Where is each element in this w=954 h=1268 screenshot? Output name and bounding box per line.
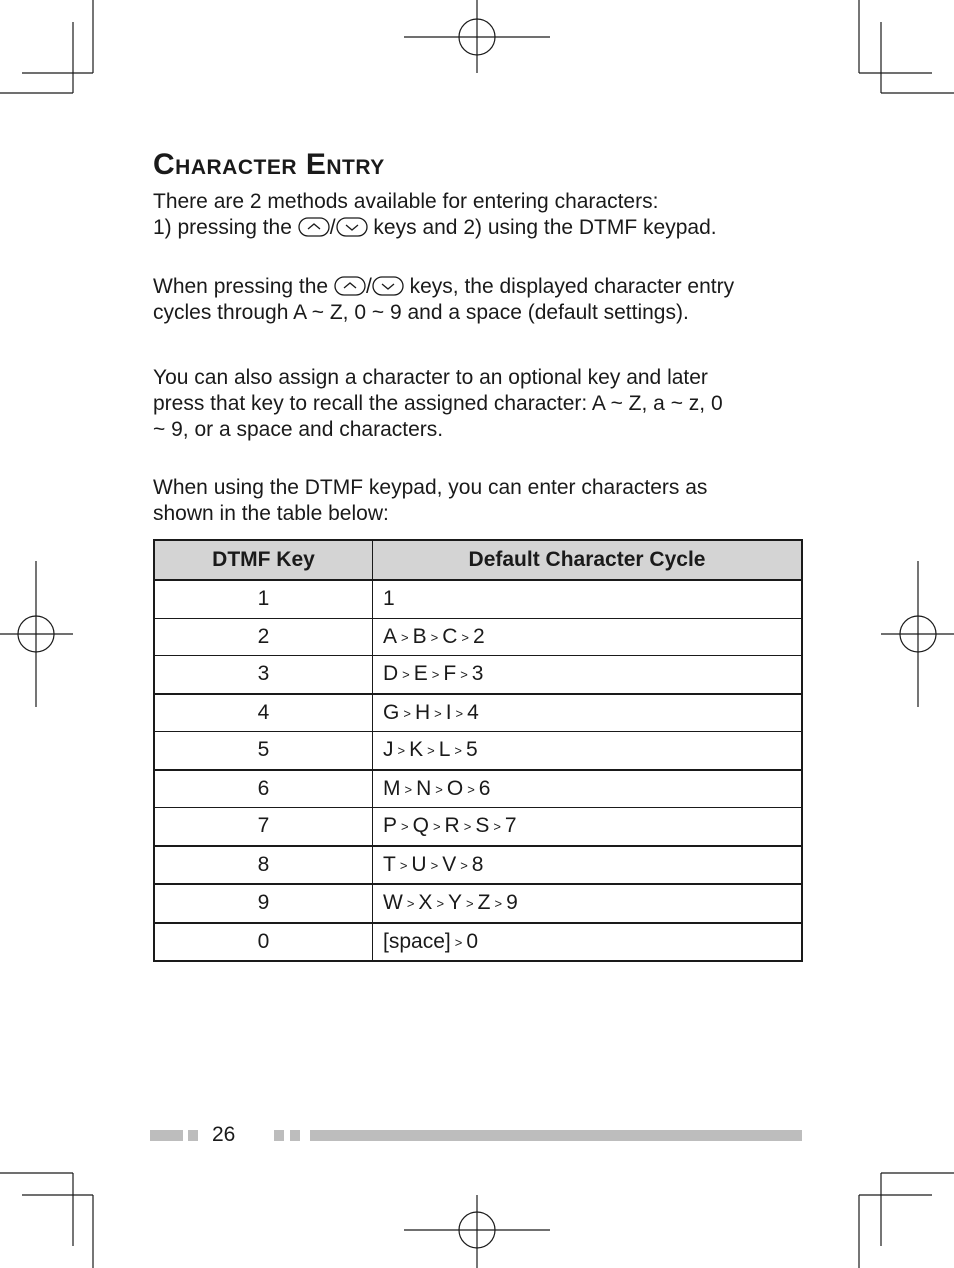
dtmf-key-cell: 2 xyxy=(154,618,373,656)
cycle-character: J xyxy=(383,738,394,762)
cycle-separator: > xyxy=(460,667,468,683)
cycle-separator: > xyxy=(399,857,408,873)
paragraph-assign-line-3: ~ 9, or a space and characters. xyxy=(153,418,444,441)
table-row xyxy=(154,770,802,808)
dtmf-key-cell: 3 xyxy=(154,656,373,694)
cycle-character: E xyxy=(413,662,428,686)
intro-text-a: 1) pressing the xyxy=(153,216,298,239)
cycle-separator: > xyxy=(430,857,439,873)
cycle-character: 0 xyxy=(466,929,478,953)
paragraph-assign-line-2: press that key to recall the assigned character: A ~ Z, a ~ z, 0 xyxy=(153,392,723,415)
up-key-icon xyxy=(298,217,330,237)
cycle-separator: > xyxy=(493,819,501,835)
cycle-separator: > xyxy=(434,705,442,721)
cycle-character: H xyxy=(414,700,431,724)
cycle-character: 5 xyxy=(465,738,478,762)
cycle-separator: > xyxy=(404,781,413,797)
character-cycle-cell xyxy=(373,846,803,885)
character-cycle-cell xyxy=(373,656,803,694)
dtmf-character-table xyxy=(153,539,803,962)
cycle-character: I xyxy=(445,700,452,724)
paragraph-intro-line-1: There are 2 methods available for entering characters: xyxy=(153,190,659,213)
cycle-separator: > xyxy=(406,896,415,912)
cycle-character: A xyxy=(383,624,398,648)
intro-text-b: keys and 2) using the DTMF keypad. xyxy=(367,216,717,239)
cycle-separator: > xyxy=(401,629,409,645)
cycle-character: 4 xyxy=(467,700,479,724)
cycle-character: S xyxy=(475,814,490,838)
header-default-character-cycle: Default Character Cycle xyxy=(373,540,803,580)
table-row xyxy=(154,694,802,732)
footer-bar-dot-2 xyxy=(290,1130,300,1141)
page-number: 26 xyxy=(212,1123,236,1146)
cycle-character: Y xyxy=(448,891,463,915)
cycle-character: T xyxy=(383,852,396,876)
cycle-separator: > xyxy=(494,896,503,912)
cycle-separator: > xyxy=(463,819,472,835)
footer-bar-left-short xyxy=(188,1130,198,1141)
cycle-separator: > xyxy=(397,743,406,759)
footer-bar-left-long xyxy=(150,1130,183,1141)
down-key-icon xyxy=(372,276,404,296)
cycle-character: W xyxy=(383,891,403,915)
dtmf-key-cell: 1 xyxy=(154,580,373,618)
cycle-character: L xyxy=(438,738,451,762)
character-cycle-cell xyxy=(373,808,803,846)
cycle-separator: > xyxy=(435,781,443,797)
dtmf-key-cell: 5 xyxy=(154,732,373,770)
keys-slash: / xyxy=(365,275,372,298)
dtmf-key-cell: 9 xyxy=(154,884,373,923)
character-cycle-cell xyxy=(373,923,803,962)
cycle-separator: > xyxy=(436,896,445,912)
cycle-character: 7 xyxy=(504,814,517,838)
cycle-character: C xyxy=(442,624,458,648)
table-row xyxy=(154,846,802,885)
cycle-character: 9 xyxy=(506,891,518,915)
dtmf-key-cell: 4 xyxy=(154,694,373,732)
cycle-character: V xyxy=(442,852,457,876)
down-key-icon xyxy=(336,217,368,237)
cycle-character: 6 xyxy=(478,776,491,800)
cycle-separator: > xyxy=(427,743,435,759)
section-title: Character Entry xyxy=(153,148,385,181)
table-body xyxy=(154,580,802,961)
table-row xyxy=(154,732,802,770)
cycle-character: X xyxy=(418,891,433,915)
cycle-separator: > xyxy=(460,857,468,873)
keys-text-a: When pressing the xyxy=(153,275,334,298)
intro-slash: / xyxy=(329,216,336,239)
cycle-character: 2 xyxy=(472,624,485,648)
dtmf-key-cell: 6 xyxy=(154,770,373,808)
dtmf-key-cell: 7 xyxy=(154,808,373,846)
footer-bar-dot-1 xyxy=(274,1130,284,1141)
character-cycle-cell xyxy=(373,694,803,732)
cycle-separator: > xyxy=(454,934,463,950)
paragraph-assign-line-1: You can also assign a character to an optional key and later xyxy=(153,366,708,389)
cycle-character: U xyxy=(411,852,427,876)
character-cycle-cell xyxy=(373,618,803,656)
paragraph-dtmf-line-1: When using the DTMF keypad, you can enter characters as xyxy=(153,476,708,499)
cycle-character: K xyxy=(409,738,424,762)
keys-text-b: keys, the displayed character entry xyxy=(403,275,735,298)
cycle-character: 1 xyxy=(383,587,395,611)
cycle-separator: > xyxy=(461,629,469,645)
cycle-separator: > xyxy=(430,629,439,645)
cycle-separator: > xyxy=(466,896,474,912)
cycle-separator: > xyxy=(432,819,441,835)
cycle-separator: > xyxy=(454,743,462,759)
cycle-character: 3 xyxy=(471,662,484,686)
cycle-character: [space] xyxy=(383,929,451,953)
paragraph-dtmf-line-2: shown in the table below: xyxy=(153,502,389,525)
table-row xyxy=(154,884,802,923)
cycle-separator: > xyxy=(402,667,410,683)
paragraph-keys-line-2: cycles through A ~ Z, 0 ~ 9 and a space (default settings). xyxy=(153,301,689,324)
table-row xyxy=(154,808,802,846)
cycle-separator: > xyxy=(431,667,440,683)
character-cycle-cell xyxy=(373,732,803,770)
table-header-row xyxy=(154,540,802,580)
cycle-character: Z xyxy=(477,891,491,915)
cycle-character: Q xyxy=(412,814,429,838)
cycle-character: B xyxy=(412,624,427,648)
character-cycle-cell xyxy=(373,770,803,808)
table-row xyxy=(154,656,802,694)
cycle-character: R xyxy=(444,814,460,838)
table-row xyxy=(154,618,802,656)
cycle-character: N xyxy=(416,776,432,800)
table-row xyxy=(154,923,802,962)
up-key-icon xyxy=(334,276,366,296)
footer-bar-right xyxy=(310,1130,802,1141)
character-cycle-cell xyxy=(373,884,803,923)
cycle-separator: > xyxy=(401,819,409,835)
cycle-separator: > xyxy=(467,781,475,797)
cycle-character: G xyxy=(383,700,400,724)
header-dtmf-key: DTMF Key xyxy=(154,540,373,580)
cycle-character: O xyxy=(446,776,464,800)
cycle-character: P xyxy=(383,814,398,838)
dtmf-key-cell: 8 xyxy=(154,846,373,885)
cycle-character: 8 xyxy=(471,852,484,876)
table-row xyxy=(154,580,802,618)
cycle-separator: > xyxy=(455,705,464,721)
cycle-character: D xyxy=(383,662,399,686)
cycle-separator: > xyxy=(403,705,411,721)
paragraph-keys-line-1 xyxy=(153,274,813,300)
cycle-character: F xyxy=(443,662,457,686)
character-cycle-cell xyxy=(373,580,803,618)
paragraph-intro-line-2 xyxy=(153,215,813,241)
cycle-character: M xyxy=(383,776,401,800)
dtmf-key-cell: 0 xyxy=(154,923,373,962)
